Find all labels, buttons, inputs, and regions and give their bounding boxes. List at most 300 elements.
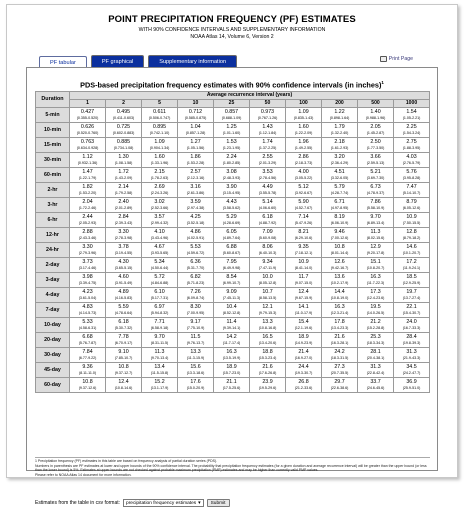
confidence-interval: (9.20-17.8) <box>366 250 385 255</box>
confidence-interval: (11.9-24.1) <box>402 265 421 270</box>
confidence-interval: (6.58-9.18) <box>150 325 169 330</box>
pf-estimate-cell <box>142 363 178 378</box>
pf-value: 4.51 <box>334 169 345 176</box>
confidence-interval: (9.67-15.9) <box>294 295 313 300</box>
confidence-interval: (9.70-13.4) <box>150 355 169 360</box>
pf-value: 5.33 <box>82 319 93 326</box>
header <box>7 14 457 40</box>
pf-value: 17.3 <box>370 289 381 296</box>
pf-estimate-cell <box>250 123 286 138</box>
pf-estimate-cell <box>286 273 322 288</box>
tab-pf-tabular[interactable]: PF tabular <box>39 56 87 68</box>
confidence-interval: (6.06-10.9) <box>330 220 349 225</box>
pf-value: 5.53 <box>190 244 201 251</box>
interval-100-header: 100 <box>286 100 322 108</box>
pf-estimate-cell <box>106 363 142 378</box>
pf-value: 2.86 <box>298 154 309 161</box>
interval-200-header: 200 <box>322 100 358 108</box>
confidence-interval: (4.50-6.44) <box>150 265 169 270</box>
confidence-interval: (0.634-0.928) <box>76 145 99 150</box>
pf-value: 10.8 <box>82 379 93 386</box>
duration-label: 10-min <box>36 123 70 138</box>
pf-value: 24.0 <box>406 319 417 326</box>
pf-value: 11.4 <box>226 319 237 326</box>
pf-value: 4.60 <box>118 274 129 281</box>
confidence-interval: (2.79-3.96) <box>78 250 97 255</box>
confidence-interval: (2.39-3.43) <box>114 220 133 225</box>
confidence-interval: (3.95-8.28) <box>402 175 421 180</box>
pf-value: 11.3 <box>370 229 381 236</box>
pf-value: 1.43 <box>262 124 273 131</box>
pf-estimate-cell <box>322 288 358 303</box>
confidence-interval: (2.52-3.66) <box>150 205 169 210</box>
confidence-interval: (9.37-12.7) <box>114 370 133 375</box>
pf-estimate-cell <box>142 213 178 228</box>
pf-value: 0.611 <box>153 109 166 116</box>
confidence-interval: (1.78-2.63) <box>150 175 169 180</box>
pf-estimate-cell <box>214 153 250 168</box>
pf-estimate-cell <box>322 363 358 378</box>
pf-estimate-cell <box>178 303 214 318</box>
confidence-interval: (1.32-2.40) <box>330 130 349 135</box>
table-row <box>36 198 430 213</box>
pf-estimate-cell <box>178 153 214 168</box>
confidence-interval: (7.75-10.9) <box>186 325 205 330</box>
pf-estimate-cell <box>106 288 142 303</box>
pf-value: 1.04 <box>190 124 201 131</box>
duration-label: 7-day <box>36 303 70 318</box>
confidence-interval: (18.3-31.5) <box>330 355 349 360</box>
pf-value: 9.34 <box>262 259 273 266</box>
pf-value: 3.57 <box>154 214 165 221</box>
pf-estimate-cell <box>70 183 106 198</box>
confidence-interval: (5.47-9.26) <box>294 220 313 225</box>
csv-export-row <box>35 499 230 507</box>
pf-value: 1.09 <box>298 109 309 116</box>
confidence-interval: (2.36-4.29) <box>330 160 349 165</box>
confidence-interval: (6.29-10.6) <box>294 235 313 240</box>
pf-estimate-cell <box>322 123 358 138</box>
pf-estimate-cell <box>394 288 430 303</box>
pf-estimate-cell <box>358 378 394 393</box>
confidence-interval: (10.2-17.9) <box>330 280 349 285</box>
pf-value: 14.6 <box>406 244 417 251</box>
confidence-interval: (10.8-16.8) <box>258 325 277 330</box>
confidence-interval: (7.85-10.7) <box>114 355 133 360</box>
pf-estimate-cell <box>214 288 250 303</box>
csv-type-select[interactable] <box>123 499 204 507</box>
duration-label: 20-day <box>36 333 70 348</box>
pf-estimate-cell <box>214 363 250 378</box>
pf-estimate-cell <box>70 288 106 303</box>
pf-estimate-cell <box>286 243 322 258</box>
pf-estimates-table <box>35 91 430 393</box>
pf-estimate-cell <box>322 243 358 258</box>
pf-value: 14.1 <box>298 304 309 311</box>
pf-value: 1.79 <box>334 124 345 131</box>
confidence-interval: (1.61-2.93) <box>330 145 349 150</box>
confidence-interval: (21.9-43.3) <box>402 355 421 360</box>
confidence-interval: (14.0-26.5) <box>366 310 385 315</box>
confidence-interval: (8.05-12.8) <box>258 280 277 285</box>
pf-estimate-cell <box>106 318 142 333</box>
pf-value: 5.34 <box>154 259 165 266</box>
pf-value: 23.9 <box>262 379 273 386</box>
pf-estimate-cell <box>70 378 106 393</box>
confidence-interval: (3.52-5.18) <box>186 220 205 225</box>
pf-estimate-cell <box>214 303 250 318</box>
table-row <box>36 228 430 243</box>
table-row <box>36 108 430 123</box>
pf-value: 21.6 <box>334 334 345 341</box>
pf-estimate-cell <box>286 168 322 183</box>
pf-value: 16.3 <box>334 304 345 311</box>
confidence-interval: (3.93-5.65) <box>150 250 169 255</box>
pf-value: 3.16 <box>190 184 201 191</box>
pf-value: 17.8 <box>334 319 345 326</box>
pf-value: 11.7 <box>298 274 309 281</box>
table-row <box>36 153 430 168</box>
pf-value: 1.54 <box>406 109 417 116</box>
pf-value: 0.895 <box>152 124 167 131</box>
pf-estimate-cell <box>106 333 142 348</box>
pf-estimate-cell <box>250 273 286 288</box>
confidence-interval: (1.54-3.24) <box>402 130 421 135</box>
confidence-interval: (7.47-11.9) <box>258 265 277 270</box>
pf-estimate-cell <box>250 108 286 123</box>
table-row <box>36 303 430 318</box>
pf-value: 21.6 <box>262 364 273 371</box>
confidence-interval: (2.48-3.93) <box>222 175 241 180</box>
pf-value: 4.23 <box>82 289 93 296</box>
pf-estimate-cell <box>322 213 358 228</box>
pf-estimate-cell <box>250 228 286 243</box>
pf-value: 9.46 <box>334 229 345 236</box>
confidence-interval: (3.69-7.30) <box>366 175 385 180</box>
confidence-interval: (1.79-2.58) <box>114 190 133 195</box>
pf-value: 4.89 <box>118 289 129 296</box>
pf-estimate-cell <box>322 348 358 363</box>
confidence-interval: (13.4-23.3) <box>330 325 349 330</box>
duration-label: 4-day <box>36 288 70 303</box>
confidence-interval: (12.9-25.9) <box>402 280 421 285</box>
pf-estimate-cell <box>286 363 322 378</box>
pf-value: 2.04 <box>82 199 93 206</box>
confidence-interval: (15.4-30.7) <box>402 310 421 315</box>
pf-estimate-cell <box>358 228 394 243</box>
pf-estimate-cell <box>394 183 430 198</box>
pf-estimate-cell <box>178 333 214 348</box>
pf-estimate-cell <box>358 108 394 123</box>
confidence-interval: (1.49-2.55) <box>294 145 313 150</box>
pf-value: 13.3 <box>190 349 201 356</box>
pf-value: 7.86 <box>370 199 381 206</box>
pf-value: 15.6 <box>190 364 201 371</box>
pf-estimate-cell <box>106 348 142 363</box>
print-page-link[interactable] <box>380 56 413 62</box>
pf-estimate-cell <box>286 138 322 153</box>
pf-value: 7.95 <box>226 259 237 266</box>
table-row <box>36 213 430 228</box>
pf-value: 1.60 <box>298 124 309 131</box>
pf-value: 8.19 <box>334 214 345 221</box>
confidence-interval: (3.19-4.55) <box>114 250 133 255</box>
pf-estimate-cell <box>358 288 394 303</box>
confidence-interval: (6.49-9.98) <box>222 265 241 270</box>
pf-value: 3.98 <box>82 274 93 281</box>
pf-value: 6.73 <box>370 184 381 191</box>
pf-estimate-cell <box>142 243 178 258</box>
pf-estimate-cell <box>214 228 250 243</box>
pf-estimate-cell <box>250 318 286 333</box>
pf-value: 1.22 <box>334 109 345 116</box>
confidence-interval: (4.16-5.83) <box>114 295 133 300</box>
pf-value: 34.5 <box>406 364 417 371</box>
pf-value: 16.5 <box>262 334 273 341</box>
pf-estimate-cell <box>250 183 286 198</box>
confidence-interval: (2.78-4.56) <box>258 175 277 180</box>
pf-estimate-cell <box>106 183 142 198</box>
confidence-interval: (2.99-4.32) <box>150 220 169 225</box>
pf-value: 5.14 <box>262 199 273 206</box>
pf-value: 9.09 <box>226 289 237 296</box>
pf-value: 2.69 <box>154 184 165 191</box>
duration-label: 10-day <box>36 318 70 333</box>
confidence-interval: (10.8-20.7) <box>366 265 385 270</box>
pf-value: 1.47 <box>82 169 93 176</box>
pf-estimate-cell <box>214 378 250 393</box>
pf-estimate-cell <box>394 273 430 288</box>
pf-estimate-cell <box>178 378 214 393</box>
pf-value: 7.78 <box>118 334 129 341</box>
confidence-interval: (9.37-12.6) <box>78 385 97 390</box>
confidence-interval: (1.53-2.20) <box>78 190 97 195</box>
pf-value: 8.54 <box>226 274 237 281</box>
pf-value: 4.30 <box>118 259 129 266</box>
table-row <box>36 258 430 273</box>
pf-estimate-cell <box>178 273 214 288</box>
confidence-interval: (4.58-6.31) <box>78 325 97 330</box>
pf-value: 13.6 <box>334 274 345 281</box>
confidence-interval: (19.3-30.7) <box>294 370 313 375</box>
confidence-interval: (6.40-10.3) <box>258 250 277 255</box>
pf-value: 2.24 <box>226 154 237 161</box>
pf-estimate-cell <box>214 183 250 198</box>
interval-10-header: 10 <box>178 100 214 108</box>
pf-value: 18.9 <box>298 334 309 341</box>
confidence-interval: (2.97-4.38) <box>186 205 205 210</box>
pf-value: 1.86 <box>190 154 201 161</box>
confidence-interval: (6.77-9.22) <box>78 355 97 360</box>
pf-value: 15.2 <box>154 379 165 386</box>
pf-value: 33.7 <box>370 379 381 386</box>
confidence-interval: (15.2-28.8) <box>366 325 385 330</box>
pf-estimate-cell <box>70 138 106 153</box>
pf-estimate-cell <box>322 168 358 183</box>
pf-value: 12.6 <box>334 259 345 266</box>
pf-estimate-cell <box>358 303 394 318</box>
confidence-interval: (11.5-15.8) <box>150 370 169 375</box>
pf-estimate-cell <box>394 108 430 123</box>
pf-value: 6.97 <box>154 304 165 311</box>
confidence-interval: (0.602-0.883) <box>112 130 135 135</box>
pf-estimate-cell <box>214 138 250 153</box>
pf-estimate-cell <box>178 123 214 138</box>
pf-estimate-cell <box>250 213 286 228</box>
submit-button[interactable]: Submit <box>207 499 230 507</box>
pf-estimate-cell <box>214 348 250 363</box>
pf-estimate-cell <box>142 333 178 348</box>
confidence-interval: (3.43-4.96) <box>150 235 169 240</box>
interval-25-header: 25 <box>214 100 250 108</box>
confidence-interval: (4.59-6.72) <box>186 250 205 255</box>
confidence-interval: (21.2-33.6) <box>294 385 313 390</box>
pf-estimate-cell <box>214 108 250 123</box>
confidence-interval: (8.41-14.0) <box>294 265 313 270</box>
confidence-interval: (8.58-13.5) <box>258 295 277 300</box>
pf-value: 14.4 <box>334 289 345 296</box>
pf-value: 15.4 <box>298 319 309 326</box>
pf-value: 5.90 <box>298 199 309 206</box>
pf-estimate-cell <box>322 333 358 348</box>
confidence-interval: (2.01-2.89) <box>114 205 133 210</box>
confidence-interval: (18.3-34.3) <box>366 340 385 345</box>
confidence-interval: (1.05-1.56) <box>186 145 205 150</box>
pf-estimate-cell <box>286 108 322 123</box>
pf-value: 2.18 <box>334 139 345 146</box>
confidence-interval: (1.23-1.95) <box>222 145 241 150</box>
pf-estimate-cell <box>286 258 322 273</box>
pf-estimate-cell <box>142 123 178 138</box>
pf-value: 2.75 <box>406 139 417 146</box>
pf-value: 9.70 <box>370 214 381 221</box>
table-footnotes <box>35 457 430 477</box>
pf-value: 17.2 <box>406 259 417 266</box>
pf-value: 28.1 <box>370 349 381 356</box>
pf-estimate-cell <box>250 363 286 378</box>
confidence-interval: (2.05-2.93) <box>78 220 97 225</box>
confidence-interval: (5.94-8.32) <box>150 310 169 315</box>
confidence-interval: (1.08-1.58) <box>114 160 133 165</box>
pf-estimate-cell <box>358 123 394 138</box>
interval-1-header: 1 <box>70 100 106 108</box>
pf-value: 12.9 <box>370 244 381 251</box>
pf-value: 2.14 <box>118 184 129 191</box>
pf-value: 21.1 <box>226 379 237 386</box>
confidence-interval: (4.06-6.60) <box>258 205 277 210</box>
confidence-interval: (2.76-5.79) <box>402 160 421 165</box>
confidence-interval: (13.5-19.9) <box>222 355 241 360</box>
pf-estimate-cell <box>178 198 214 213</box>
confidence-interval: (6.09-8.74) <box>186 295 205 300</box>
pf-estimate-cell <box>358 198 394 213</box>
pf-value: 2.15 <box>154 169 165 176</box>
pf-estimate-cell <box>394 303 430 318</box>
confidence-interval: (3.92-6.67) <box>294 190 313 195</box>
pf-value: 4.83 <box>82 304 93 311</box>
tab-pf-graphical[interactable]: PF graphical <box>91 55 144 67</box>
pf-value: 27.3 <box>334 364 345 371</box>
pf-value: 0.626 <box>80 124 95 131</box>
pf-estimate-cell <box>106 138 142 153</box>
confidence-interval: (15.7-23.0) <box>222 370 241 375</box>
pf-estimate-cell <box>178 168 214 183</box>
table-row <box>36 348 430 363</box>
pf-estimate-cell <box>358 318 394 333</box>
pf-value: 26.8 <box>298 379 309 386</box>
confidence-interval: (0.904-1.34) <box>149 145 170 150</box>
pf-estimate-cell <box>178 318 214 333</box>
pf-estimate-cell <box>286 333 322 348</box>
duration-label: 30-day <box>36 348 70 363</box>
confidence-interval: (5.31-7.70) <box>186 265 205 270</box>
pf-estimate-cell <box>106 303 142 318</box>
panel-title <box>27 80 437 89</box>
pf-value: 24.4 <box>298 364 309 371</box>
pf-estimate-cell <box>70 243 106 258</box>
pf-value: 5.72 <box>154 274 165 281</box>
confidence-interval: (15.3-23.4) <box>258 355 277 360</box>
pf-estimate-cell <box>142 318 178 333</box>
duration-label: 15-min <box>36 138 70 153</box>
pf-value: 5.12 <box>298 184 309 191</box>
confidence-interval: (9.76-13.7) <box>186 340 205 345</box>
pf-value: 2.84 <box>118 214 129 221</box>
atlas-version: NOAA Atlas 14, Volume 6, Version 2 <box>190 33 274 40</box>
pf-estimate-cell <box>250 303 286 318</box>
confidence-interval: (16.7-33.3) <box>402 325 421 330</box>
pf-estimate-cell <box>286 213 322 228</box>
pf-value: 12.8 <box>406 229 417 236</box>
confidence-interval: (3.55-5.78) <box>258 190 277 195</box>
pf-value: 9.36 <box>82 364 93 371</box>
confidence-interval: (17.6-26.8) <box>258 370 277 375</box>
pf-estimate-cell <box>70 153 106 168</box>
pf-estimate-cell <box>178 363 214 378</box>
pf-value: 7.71 <box>154 319 165 326</box>
pf-estimate-cell <box>250 333 286 348</box>
pf-value: 2.88 <box>82 229 93 236</box>
pf-estimate-cell <box>286 288 322 303</box>
pf-value: 8.30 <box>190 304 201 311</box>
pf-value: 6.68 <box>82 334 93 341</box>
confidence-interval: (20.7-35.5) <box>330 370 349 375</box>
confidence-interval: (8.52-12.8) <box>222 310 241 315</box>
confidence-interval: (24.2-47.7) <box>402 370 421 375</box>
confidence-interval: (4.14-5.73) <box>78 310 97 315</box>
confidence-interval: (9.39-14.1) <box>222 325 241 330</box>
tab-supplementary-information[interactable]: Supplementary information <box>148 55 237 67</box>
confidence-interval: (8.11-11.0) <box>78 370 97 375</box>
pf-value: 5.29 <box>226 214 237 221</box>
confidence-interval: (1.72-2.46) <box>78 205 97 210</box>
pf-value: 1.12 <box>82 154 93 161</box>
confidence-interval: (2.43-3.46) <box>78 235 97 240</box>
pf-value: 6.18 <box>262 214 273 221</box>
confidence-interval: (2.01-3.29) <box>258 160 277 165</box>
pf-value: 2.55 <box>262 154 273 161</box>
pf-value: 19.7 <box>406 289 417 296</box>
confidence-interval: (15.0-20.9) <box>186 385 205 390</box>
pf-estimate-cell <box>214 333 250 348</box>
pf-value: 0.427 <box>80 109 95 116</box>
pf-value: 3.08 <box>226 169 237 176</box>
pf-value: 3.78 <box>118 244 129 251</box>
confidence-interval: (4.28-7.74) <box>330 190 349 195</box>
confidence-interval: (0.857-1.28) <box>185 130 206 135</box>
confidence-interval: (0.988-1.96) <box>365 115 386 120</box>
confidence-interval: (0.742-1.10) <box>149 130 170 135</box>
